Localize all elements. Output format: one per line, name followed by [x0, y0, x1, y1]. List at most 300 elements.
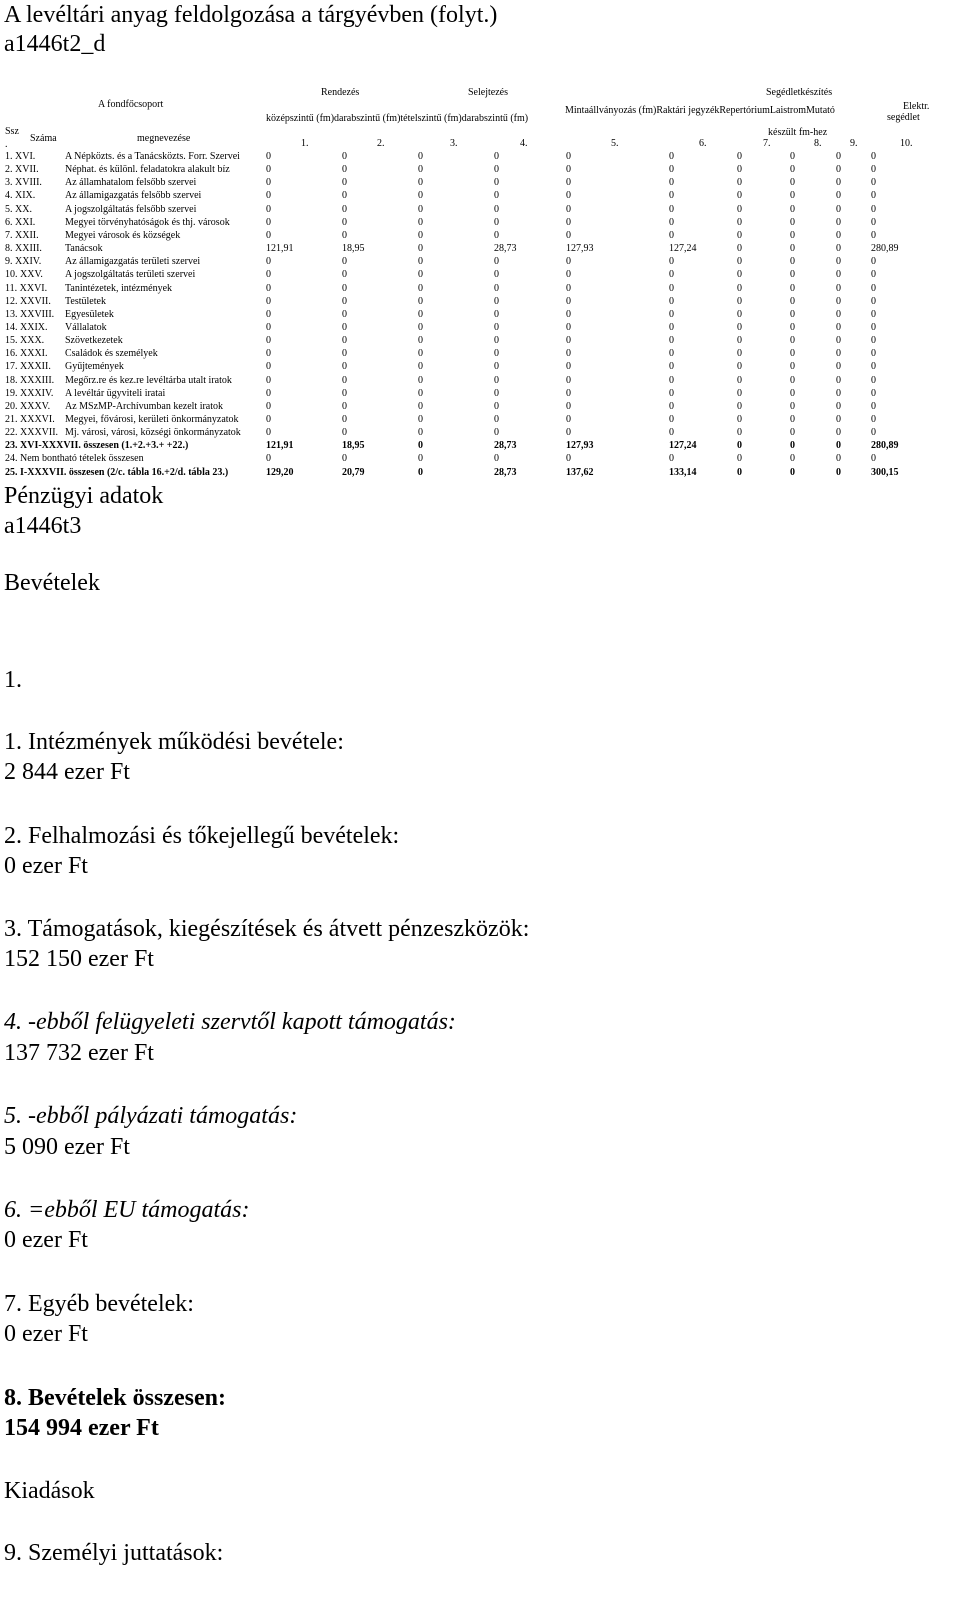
row-cell: 0: [266, 151, 271, 162]
row-cell: 0: [342, 335, 347, 347]
row-number: 20. XXXV.: [5, 400, 51, 412]
row-cell: 0: [342, 374, 347, 386]
row-cell: 0: [494, 348, 499, 360]
row-cell: 0: [669, 361, 674, 373]
row-name: A levéltár ügyviteli iratai: [65, 387, 166, 399]
row-cell: 0: [266, 414, 271, 425]
row-cell: 0: [494, 321, 499, 333]
row-cell: 0: [342, 190, 347, 202]
row-cell: 0: [737, 203, 742, 215]
column-number-row: [0, 137, 960, 150]
row-cell: 0: [836, 282, 841, 294]
row-cell: 0: [737, 256, 742, 268]
row-name: Megyei törvényhatóságok és thj. városok: [65, 216, 230, 228]
row-cell: 0: [418, 256, 423, 268]
row-cell: 0: [737, 190, 742, 202]
row-cell: 0: [790, 427, 795, 439]
item-8-value: 154 994 ezer Ft: [4, 1415, 159, 1441]
row-cell: 0: [669, 321, 674, 333]
row-cell: 0: [266, 269, 271, 281]
table-row: [0, 282, 960, 295]
table-row: [0, 387, 960, 400]
table-row: [0, 242, 960, 255]
row-cell: 0: [418, 400, 423, 412]
row-cell: 0: [790, 400, 795, 412]
row-cell: 0: [836, 164, 841, 176]
row-cell: 0: [669, 269, 674, 281]
header-fondfocsoport: A fondfőcsoport: [98, 99, 164, 110]
row-cell: 0: [871, 453, 876, 465]
row-cell: 0: [790, 335, 795, 347]
row-cell: 0: [342, 348, 347, 360]
item-7-value: 0 ezer Ft: [4, 1321, 88, 1347]
row-name: Az MSzMP-Archívumban kezelt iratok: [65, 400, 224, 412]
row-name: Tanácsok: [65, 243, 103, 255]
row-number: 12. XXVII.: [5, 295, 51, 307]
row-cell: 0: [266, 453, 271, 465]
row-cell: 0: [737, 335, 742, 347]
row-cell: 0: [566, 269, 571, 281]
row-name: Családok és személyek: [65, 348, 158, 360]
section-number: 1.: [4, 667, 22, 693]
row-cell: 0: [790, 151, 795, 162]
row-cell: 0: [494, 269, 499, 281]
row-cell: 0: [494, 229, 499, 241]
row-cell: 0: [418, 282, 423, 294]
row-cell: 0: [342, 177, 347, 189]
row-cell: 0: [871, 177, 876, 189]
row-cell: 0: [871, 414, 876, 425]
row-cell: 0: [737, 269, 742, 281]
column-number: 6.: [699, 138, 707, 149]
row-name: Megyei városok és községek: [65, 229, 181, 241]
row-cell: 280,89: [871, 243, 899, 255]
row-cell: 0: [871, 164, 876, 176]
row-name: Tanintézetek, intézmények: [65, 282, 173, 294]
row-cell: 0: [494, 256, 499, 268]
row-cell: 0: [266, 216, 271, 228]
row-cell: 0: [418, 335, 423, 347]
table-row: [0, 216, 960, 229]
row-cell: 0: [871, 374, 876, 386]
row-cell: 0: [836, 216, 841, 228]
row-cell: 127,24: [669, 243, 697, 255]
row-cell: 0: [836, 243, 841, 255]
row-cell: 300,15: [871, 466, 899, 478]
row-cell: 0: [669, 203, 674, 215]
row-cell: 0: [566, 374, 571, 386]
row-cell: 0: [266, 361, 271, 373]
row-cell: 0: [342, 203, 347, 215]
row-cell: 0: [494, 453, 499, 465]
row-cell: 127,93: [566, 243, 594, 255]
column-number: 7.: [763, 138, 771, 149]
row-cell: 0: [836, 414, 841, 425]
row-cell: 0: [669, 282, 674, 294]
row-cell: 0: [494, 164, 499, 176]
table-row: [0, 176, 960, 189]
row-number: 11. XXVI.: [5, 282, 48, 294]
row-number: 6. XXI.: [5, 216, 36, 228]
row-cell: 129,20: [266, 466, 294, 478]
row-cell: 0: [871, 190, 876, 202]
row-cell: 0: [494, 295, 499, 307]
column-number: 3.: [450, 138, 458, 149]
row-cell: 0: [790, 216, 795, 228]
row-cell: 0: [342, 164, 347, 176]
row-cell: 0: [669, 414, 674, 425]
item-3-label: 3. Támogatások, kiegészítések és átvett pénzeszközök:: [4, 916, 530, 942]
row-cell: 0: [266, 335, 271, 347]
row-name: Egyesületek: [65, 308, 114, 320]
row-cell: 0: [342, 256, 347, 268]
row-cell: 0: [790, 177, 795, 189]
column-number: 9.: [850, 138, 858, 149]
row-cell: 280,89: [871, 440, 899, 452]
row-name: Az államigazgatás felsőbb szervei: [65, 190, 202, 202]
row-cell: 0: [494, 374, 499, 386]
row-cell: 0: [790, 203, 795, 215]
header-megnevezese: megnevezése: [137, 133, 191, 144]
item-2-label: 2. Felhalmozási és tőkejellegű bevételek:: [4, 823, 400, 849]
row-cell: 0: [669, 308, 674, 320]
row-cell: 0: [669, 164, 674, 176]
row-cell: 0: [790, 387, 795, 399]
table-id: a1446t2_d: [4, 31, 106, 57]
row-cell: 0: [566, 295, 571, 307]
item-6-value: 0 ezer Ft: [4, 1227, 88, 1253]
row-cell: 0: [418, 229, 423, 241]
row-cell: 0: [669, 374, 674, 386]
row-cell: 0: [418, 151, 423, 162]
row-cell: 0: [737, 348, 742, 360]
row-cell: 0: [266, 256, 271, 268]
row-cell: 0: [669, 335, 674, 347]
row-cell: 0: [790, 243, 795, 255]
row-cell: 0: [566, 361, 571, 373]
column-number: 4.: [520, 138, 528, 149]
row-cell: 0: [836, 321, 841, 333]
row-cell: 0: [566, 190, 571, 202]
row-cell: 0: [669, 453, 674, 465]
table-row: [0, 400, 960, 413]
table-row: [0, 374, 960, 387]
row-name: A Népközts. és a Tanácsközts. Forr. Szervei: [65, 151, 240, 162]
row-cell: 0: [418, 190, 423, 202]
row-cell: 0: [871, 361, 876, 373]
column-number: 2.: [377, 138, 385, 149]
row-cell: 0: [836, 308, 841, 320]
row-cell: 0: [266, 229, 271, 241]
row-cell: 0: [669, 229, 674, 241]
row-cell: 0: [566, 256, 571, 268]
row-cell: 0: [418, 308, 423, 320]
item-6-label: 6. =ebből EU támogatás:: [4, 1197, 250, 1223]
row-cell: 18,95: [342, 440, 365, 452]
row-cell: 18,95: [342, 243, 365, 255]
table-row: [0, 163, 960, 176]
table-row: [0, 334, 960, 347]
row-cell: 0: [790, 229, 795, 241]
row-cell: 0: [494, 308, 499, 320]
row-number: 3. XVIII.: [5, 177, 42, 189]
row-cell: 0: [669, 151, 674, 162]
row-cell: 0: [836, 400, 841, 412]
row-cell: 0: [418, 177, 423, 189]
row-cell: 0: [418, 216, 423, 228]
row-cell: 0: [342, 414, 347, 425]
row-cell: 0: [494, 190, 499, 202]
row-number: 19. XXXIV.: [5, 387, 54, 399]
row-cell: 0: [342, 151, 347, 162]
row-number: 17. XXXII.: [5, 361, 51, 373]
row-number: 7. XXII.: [5, 229, 39, 241]
row-cell: 0: [737, 295, 742, 307]
row-number: 9. XXIV.: [5, 256, 42, 268]
row-cell: 0: [566, 414, 571, 425]
row-cell: 0: [418, 269, 423, 281]
row-cell: 0: [737, 321, 742, 333]
row-number: 23. XVI-XXXVII. összesen (1.+2.+3.+ +22.): [5, 440, 189, 452]
row-cell: 0: [494, 177, 499, 189]
row-cell: 0: [566, 321, 571, 333]
row-cell: 28,73: [494, 440, 517, 452]
row-cell: 0: [737, 361, 742, 373]
row-cell: 0: [871, 348, 876, 360]
row-cell: 0: [418, 348, 423, 360]
row-name: A jogszolgáltatás területi szervei: [65, 269, 196, 281]
header-ssz: Ssz: [5, 126, 19, 137]
row-cell: 0: [790, 440, 795, 452]
table-row: [0, 268, 960, 281]
row-cell: 0: [836, 295, 841, 307]
row-cell: 0: [566, 203, 571, 215]
row-cell: 0: [737, 164, 742, 176]
row-cell: 0: [737, 308, 742, 320]
row-cell: 0: [737, 374, 742, 386]
row-cell: 0: [566, 453, 571, 465]
row-cell: 0: [790, 308, 795, 320]
row-cell: 0: [669, 348, 674, 360]
row-cell: 0: [266, 308, 271, 320]
row-cell: 0: [790, 414, 795, 425]
row-cell: 0: [737, 177, 742, 189]
row-cell: 0: [871, 335, 876, 347]
header-selejtezes: Selejtezés: [468, 87, 508, 98]
row-cell: 0: [737, 414, 742, 425]
row-cell: 0: [418, 427, 423, 439]
row-cell: 0: [790, 256, 795, 268]
header-ssz-dot: .: [5, 139, 8, 150]
table-row: [0, 413, 960, 426]
row-cell: 0: [566, 400, 571, 412]
row-cell: 0: [418, 440, 423, 452]
row-cell: 0: [418, 203, 423, 215]
row-cell: 0: [871, 387, 876, 399]
row-cell: 0: [737, 387, 742, 399]
row-cell: 0: [566, 348, 571, 360]
row-cell: 0: [266, 203, 271, 215]
row-cell: 0: [418, 243, 423, 255]
row-cell: 0: [836, 387, 841, 399]
row-name: Mj. városi, városi, községi önkormányzatok: [65, 427, 241, 439]
row-number: 22. XXXVII.: [5, 427, 59, 439]
row-cell: 0: [790, 295, 795, 307]
row-cell: 0: [737, 453, 742, 465]
row-cell: 0: [737, 151, 742, 162]
row-cell: 0: [266, 387, 271, 399]
row-number: 18. XXXIII.: [5, 374, 55, 386]
row-cell: 0: [669, 177, 674, 189]
row-cell: 0: [669, 216, 674, 228]
row-cell: 0: [494, 335, 499, 347]
item-3-value: 152 150 ezer Ft: [4, 946, 154, 972]
table-row: [0, 347, 960, 360]
row-cell: 0: [494, 282, 499, 294]
row-cell: 0: [418, 466, 423, 478]
row-cell: 0: [871, 269, 876, 281]
row-cell: 0: [737, 216, 742, 228]
row-cell: 0: [836, 348, 841, 360]
row-cell: 0: [342, 282, 347, 294]
table-row: [0, 321, 960, 334]
row-number: 24. Nem bontható tételek összesen: [5, 453, 144, 465]
row-cell: 28,73: [494, 466, 517, 478]
row-cell: 0: [836, 177, 841, 189]
row-number: 2. XVII.: [5, 164, 39, 176]
header-elektr: Elektr.: [903, 101, 930, 112]
item-1-label: 1. Intézmények működési bevétele:: [4, 729, 344, 755]
row-cell: 0: [790, 453, 795, 465]
row-cell: 0: [494, 151, 499, 162]
row-cell: 0: [790, 348, 795, 360]
row-number: 21. XXXVI.: [5, 414, 55, 425]
header-szama: Száma: [30, 133, 57, 144]
row-cell: 0: [418, 295, 423, 307]
table-row: [0, 452, 960, 465]
row-cell: 0: [566, 177, 571, 189]
row-cell: 0: [669, 400, 674, 412]
row-cell: 0: [342, 308, 347, 320]
table-row: [0, 295, 960, 308]
row-name: Testületek: [65, 295, 106, 307]
row-number: 4. XIX.: [5, 190, 36, 202]
column-number: 1.: [301, 138, 309, 149]
row-cell: 0: [342, 216, 347, 228]
row-cell: 0: [566, 282, 571, 294]
header-segedlet: segédlet: [887, 112, 920, 123]
row-name: Az államhatalom felsőbb szervei: [65, 177, 197, 189]
row-cell: 0: [342, 427, 347, 439]
row-cell: 0: [494, 427, 499, 439]
row-number: 13. XXVIII.: [5, 308, 55, 320]
row-cell: 0: [418, 164, 423, 176]
item-1-value: 2 844 ezer Ft: [4, 759, 130, 785]
row-cell: 0: [342, 400, 347, 412]
row-cell: 0: [737, 243, 742, 255]
row-cell: 0: [669, 387, 674, 399]
row-cell: 0: [494, 400, 499, 412]
row-cell: 0: [790, 361, 795, 373]
row-cell: 0: [737, 440, 742, 452]
row-cell: 0: [871, 216, 876, 228]
row-cell: 0: [871, 229, 876, 241]
item-2-value: 0 ezer Ft: [4, 853, 88, 879]
item-4-value: 137 732 ezer Ft: [4, 1040, 154, 1066]
row-cell: 133,14: [669, 466, 697, 478]
item-5-label: 5. -ebből pályázati támogatás:: [4, 1103, 298, 1129]
row-cell: 0: [790, 190, 795, 202]
row-cell: 0: [494, 414, 499, 425]
row-cell: 0: [737, 229, 742, 241]
row-name: Néphat. és különl. feladatokra alakult bíz: [65, 164, 230, 176]
row-cell: 137,62: [566, 466, 594, 478]
row-cell: 0: [566, 229, 571, 241]
column-number: 10.: [900, 138, 913, 149]
row-number: 8. XXIII.: [5, 243, 42, 255]
row-cell: 0: [836, 440, 841, 452]
row-cell: 0: [871, 400, 876, 412]
row-cell: 0: [836, 335, 841, 347]
row-cell: 0: [266, 164, 271, 176]
row-cell: 0: [266, 348, 271, 360]
row-name: Megyei, fővárosi, kerületi önkormányzatok: [65, 414, 239, 425]
item-8-label: 8. Bevételek összesen:: [4, 1385, 226, 1411]
row-cell: 0: [266, 427, 271, 439]
row-cell: 0: [871, 427, 876, 439]
header-segedletkeszites: Segédletkészítés: [766, 87, 833, 98]
expense-heading: Kiadások: [4, 1478, 95, 1504]
row-name: Megőrz.re és kez.re levéltárba utalt iratok: [65, 374, 232, 386]
row-cell: 127,93: [566, 440, 594, 452]
row-cell: 28,73: [494, 243, 517, 255]
column-number: 8.: [814, 138, 822, 149]
row-cell: 0: [790, 269, 795, 281]
row-number: 5. XX.: [5, 203, 32, 215]
row-cell: 0: [836, 361, 841, 373]
row-cell: 0: [871, 321, 876, 333]
row-cell: 0: [494, 216, 499, 228]
row-name: Az államigazgatás területi szervei: [65, 256, 201, 268]
row-cell: 0: [790, 282, 795, 294]
row-cell: 0: [418, 387, 423, 399]
row-cell: 0: [836, 256, 841, 268]
row-cell: 0: [871, 282, 876, 294]
table-row: [0, 255, 960, 268]
row-number: 25. I-XXXVII. összesen (2/c. tábla 16.+2/d. tábla 23.): [5, 466, 229, 478]
row-cell: 0: [418, 453, 423, 465]
table-row: [0, 308, 960, 321]
row-cell: 0: [836, 466, 841, 478]
row-number: 1. XVI.: [5, 151, 36, 162]
table-row: [0, 360, 960, 373]
row-cell: 0: [418, 361, 423, 373]
row-cell: 0: [418, 374, 423, 386]
item-7-label: 7. Egyéb bevételek:: [4, 1291, 194, 1317]
row-cell: 0: [266, 374, 271, 386]
header-keszult: készült fm-hez: [768, 127, 828, 138]
row-cell: 0: [266, 190, 271, 202]
row-cell: 0: [737, 427, 742, 439]
row-number: 15. XXX.: [5, 335, 45, 347]
row-name: Gyűjtemények: [65, 361, 124, 373]
table-row: [0, 150, 960, 163]
row-name: Szövetkezetek: [65, 335, 123, 347]
row-name: A jogszolgáltatás felsőbb szervei: [65, 203, 197, 215]
row-name: Vállalatok: [65, 321, 107, 333]
row-cell: 0: [418, 321, 423, 333]
row-cell: 0: [342, 453, 347, 465]
